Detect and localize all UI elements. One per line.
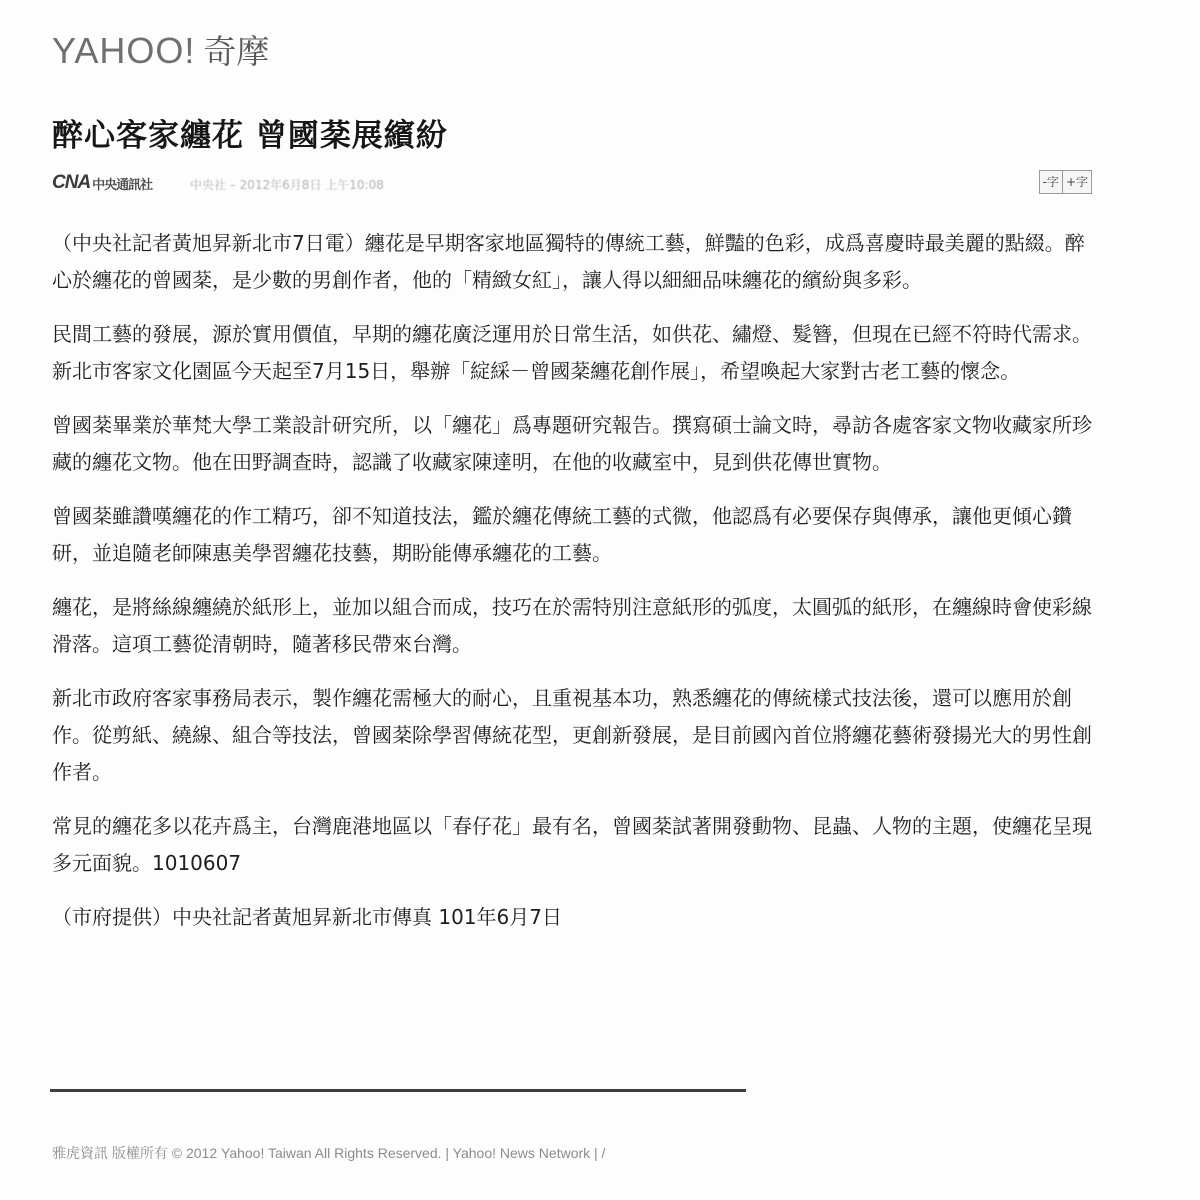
article-paragraph: 曾國棻雖讚嘆纏花的作工精巧，卻不知道技法，鑑於纏花傳統工藝的式微，他認爲有必要保存與傳承，讓他更傾心鑽研，並追隨老師陳惠美學習纏花技藝，期盼能傳承纏花的工藝。	[52, 504, 1072, 565]
font-size-controls	[1039, 170, 1092, 194]
article-body	[52, 225, 1097, 953]
font-increase-button[interactable]: +字	[1062, 171, 1091, 193]
cna-logo-mark: CNA	[52, 172, 91, 193]
article-paragraph: 曾國棻畢業於華梵大學工業設計研究所，以「纏花」爲專題研究報告。撰寫碩士論文時，尋訪各處客家文物收藏家所珍藏的纏花文物。他在田野調查時，認識了收藏家陳達明，在他的收藏室中，見到供花傳世實物。	[52, 413, 1092, 474]
cna-logo-name: 中央通訊社	[92, 177, 153, 193]
photo-credit: （市府提供）中央社記者黃旭昇新北市傳真 101年6月7日	[52, 905, 562, 929]
cna-logo[interactable]	[52, 172, 152, 194]
article-paragraph: 纏花，是將絲線纏繞於紙形上，並加以組合而成，技巧在於需特別注意紙形的弧度，太圓弧的紙形，在纏線時會使彩線滑落。這項工藝從清朝時，隨著移民帶來台灣。	[52, 595, 1092, 656]
article-dateline: 中央社 – 2012年6月8日 上午10:08	[190, 178, 384, 192]
article-paragraph: 新北市政府客家事務局表示，製作纏花需極大的耐心，且重視基本功，熟悉纏花的傳統樣式技法後，還可以應用於創作。從剪紙、繞線、組合等技法，曾國棻除學習傳統花型，更創新發展，是目前國內首位將纏花藝術發揚光大的男性創作者。	[52, 686, 1092, 784]
font-decrease-button[interactable]: -字	[1040, 171, 1062, 193]
article-paragraph: 民間工藝的發展，源於實用價值，早期的纏花廣泛運用於日常生活，如供花、繡燈、髮簪，但現在已經不符時代需求。新北市客家文化園區今天起至7月15日，舉辦「綻綵－曾國棻纏花創作展」，希望喚起大家對古老工藝的懷念。	[52, 322, 1092, 383]
copyright-footer: 雅虎資訊 版權所有 © 2012 Yahoo! Taiwan All Rights Reserved. | Yahoo! News Network | /	[52, 1145, 606, 1161]
article-headline: 醉心客家纏花 曾國棻展繽紛	[52, 118, 448, 154]
logo-chinese-text: 奇摩	[203, 32, 270, 71]
article-paragraph: 常見的纏花多以花卉爲主，台灣鹿港地區以「春仔花」最有名，曾國棻試著開發動物、昆蟲、人物的主題，使纏花呈現多元面貌。1010607	[52, 814, 1092, 875]
source-bar	[52, 170, 1092, 196]
yahoo-logo[interactable]	[52, 26, 269, 73]
footer-divider	[50, 1089, 746, 1092]
article-paragraph: （中央社記者黃旭昇新北市7日電）纏花是早期客家地區獨特的傳統工藝，鮮豔的色彩，成爲喜慶時最美麗的點綴。醉心於纏花的曾國棻，是少數的男創作者，他的「精緻女紅」，讓人得以細細品味纏花的繽紛與多彩。	[52, 231, 1085, 292]
logo-latin-text: YAHOO!	[52, 30, 196, 71]
